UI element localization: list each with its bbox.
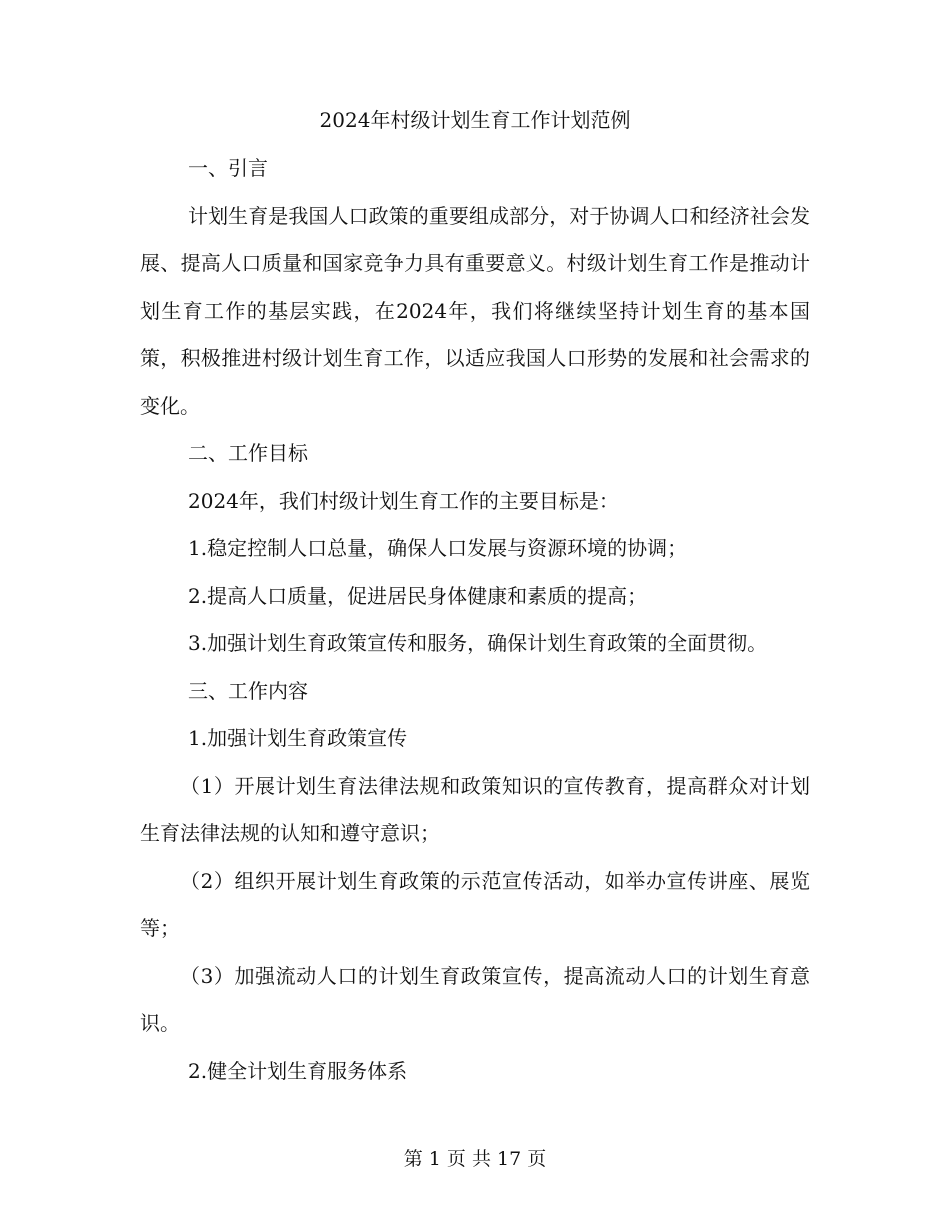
subsection-heading-service-system: 2.健全计划生育服务体系 <box>188 1058 408 1083</box>
document-body <box>140 145 810 1095</box>
list-item-propaganda-3: （3）加强流动人口的计划生育政策宣传，提高流动人口的计划生育意识。 <box>140 963 810 1035</box>
subsection-heading-propaganda: 1.加强计划生育政策宣传 <box>188 726 408 750</box>
list-item-propaganda-1: （1）开展计划生育法律法规和政策知识的宣传教育，提高群众对计划生育法律法规的认知和遵守意识； <box>140 773 810 845</box>
list-item-propaganda-2: （2）组织开展计划生育政策的示范宣传活动，如举办宣传讲座、展览等； <box>140 868 810 940</box>
section-heading-introduction: 一、引言 <box>188 156 268 180</box>
goal-item-3: 3.加强计划生育政策宣传和服务，确保计划生育政策的全面贯彻。 <box>188 631 768 655</box>
section-heading-content: 三、工作内容 <box>188 678 308 703</box>
goal-item-2: 2.提高人口质量，促进居民身体健康和素质的提高； <box>188 583 648 608</box>
section-heading-goals: 二、工作目标 <box>188 441 308 465</box>
page-footer: 第 1 页 共 17 页 <box>403 1148 547 1170</box>
paragraph-introduction: 计划生育是我国人口政策的重要组成部分，对于协调人口和经济社会发展、提高人口质量和国家竞争力具有重要意义。村级计划生育工作是推动计划生育工作的基层实践，在2024年，我们将继续坚持计划生育的基本国策，积极推进村级计划生育工作，以适应我国人口形势的发展和社会需求的变化。 <box>140 203 810 418</box>
goal-item-1: 1.稳定控制人口总量，确保人口发展与资源环境的协调； <box>188 536 688 560</box>
document-title: 2024年村级计划生育工作计划范例 <box>319 108 631 132</box>
paragraph-goals-intro: 2024年，我们村级计划生育工作的主要目标是： <box>188 488 619 513</box>
